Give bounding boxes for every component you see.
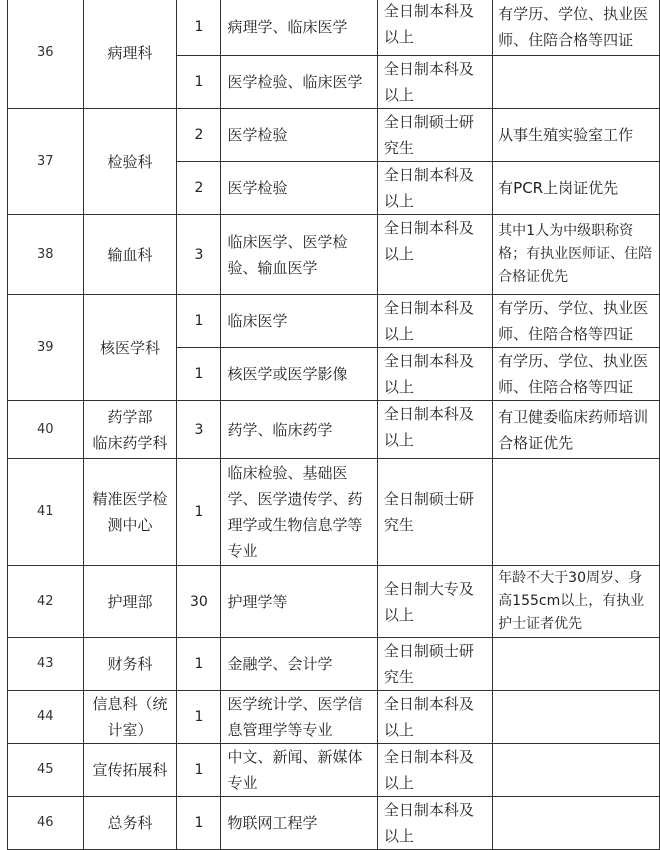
row-number: 41 [8, 459, 84, 566]
education-requirement: 全日制硕士研究生 [377, 638, 492, 691]
table-row [8, 566, 660, 638]
other-requirement [493, 638, 660, 691]
major-requirement: 临床检验、基础医学、医学遗传学、药理学或生物信息学等专业 [221, 459, 377, 566]
headcount: 1 [177, 459, 221, 566]
table-row [8, 0, 660, 56]
row-number: 39 [8, 295, 84, 401]
other-requirement [493, 459, 660, 566]
department-name: 护理部 [83, 566, 177, 638]
education-requirement: 全日制本科及以上 [377, 401, 492, 459]
department-name: 信息科（统计室） [83, 691, 177, 744]
major-requirement: 核医学或医学影像 [221, 348, 377, 401]
headcount: 1 [177, 56, 221, 109]
row-number: 37 [8, 109, 84, 215]
education-requirement: 全日制本科及以上 [377, 162, 492, 215]
row-number: 42 [8, 566, 84, 638]
education-requirement: 全日制大专及以上 [377, 566, 492, 638]
headcount: 2 [177, 109, 221, 162]
department-name: 宣传拓展科 [83, 744, 177, 797]
other-requirement: 有学历、学位、执业医师、住陪合格等四证 [493, 348, 660, 401]
department-name: 总务科 [83, 797, 177, 850]
table-row [8, 459, 660, 566]
education-requirement: 全日制本科及以上 [377, 56, 492, 109]
other-requirement: 从事生殖实验室工作 [493, 109, 660, 162]
headcount: 1 [177, 0, 221, 56]
major-requirement: 临床医学、医学检验、输血医学 [221, 215, 377, 295]
major-requirement: 药学、临床药学 [221, 401, 377, 459]
department-name: 精准医学检测中心 [83, 459, 177, 566]
headcount: 1 [177, 691, 221, 744]
major-requirement: 临床医学 [221, 295, 377, 348]
headcount: 1 [177, 797, 221, 850]
headcount: 1 [177, 744, 221, 797]
row-number: 43 [8, 638, 84, 691]
other-requirement: 其中1人为中级职称资格；有执业医师证、住陪合格证优先 [493, 215, 660, 295]
headcount: 3 [177, 215, 221, 295]
row-number: 40 [8, 401, 84, 459]
education-requirement: 全日制本科及以上 [377, 0, 492, 56]
major-requirement: 病理学、临床医学 [221, 0, 377, 56]
headcount: 3 [177, 401, 221, 459]
education-requirement: 全日制硕士研究生 [377, 109, 492, 162]
other-requirement: 有PCR上岗证优先 [493, 162, 660, 215]
major-requirement: 医学统计学、医学信息管理学等专业 [221, 691, 377, 744]
table-row [8, 215, 660, 295]
major-requirement: 物联网工程学 [221, 797, 377, 850]
education-requirement: 全日制本科及以上 [377, 691, 492, 744]
education-requirement: 全日制本科及以上 [377, 797, 492, 850]
other-requirement [493, 56, 660, 109]
major-requirement: 中文、新闻、新媒体专业 [221, 744, 377, 797]
major-requirement: 护理学等 [221, 566, 377, 638]
headcount: 1 [177, 348, 221, 401]
education-requirement: 全日制本科及以上 [377, 744, 492, 797]
table-row [8, 295, 660, 348]
headcount: 1 [177, 638, 221, 691]
education-requirement: 全日制硕士研究生 [377, 459, 492, 566]
headcount: 1 [177, 295, 221, 348]
major-requirement: 医学检验、临床医学 [221, 56, 377, 109]
row-number: 45 [8, 744, 84, 797]
recruitment-table [7, 0, 660, 850]
department-name: 检验科 [83, 109, 177, 215]
row-number: 46 [8, 797, 84, 850]
table-row [8, 744, 660, 797]
major-requirement: 医学检验 [221, 109, 377, 162]
other-requirement [493, 691, 660, 744]
department-name-line-1: 药学部 [107, 407, 153, 426]
department-name [83, 401, 177, 459]
table-row [8, 797, 660, 850]
other-requirement: 年龄不大于30周岁、身高155cm以上，有执业护士证者优先 [493, 566, 660, 638]
row-number: 38 [8, 215, 84, 295]
row-number: 36 [8, 0, 84, 109]
headcount: 30 [177, 566, 221, 638]
department-name: 财务科 [83, 638, 177, 691]
other-requirement [493, 797, 660, 850]
table-row [8, 691, 660, 744]
table-row [8, 401, 660, 459]
department-name: 病理科 [83, 0, 177, 109]
department-name: 核医学科 [83, 295, 177, 401]
major-requirement: 金融学、会计学 [221, 638, 377, 691]
education-requirement: 全日制本科及以上 [377, 348, 492, 401]
department-name: 输血科 [83, 215, 177, 295]
major-requirement: 医学检验 [221, 162, 377, 215]
education-requirement: 全日制本科及以上 [377, 215, 492, 295]
table-row [8, 638, 660, 691]
other-requirement: 有学历、学位、执业医师、住陪合格等四证 [493, 295, 660, 348]
other-requirement: 有学历、学位、执业医师、住陪合格等四证 [493, 0, 660, 56]
other-requirement: 有卫健委临床药师培训合格证优先 [493, 401, 660, 459]
table-row [8, 109, 660, 162]
education-requirement: 全日制本科及以上 [377, 295, 492, 348]
headcount: 2 [177, 162, 221, 215]
row-number: 44 [8, 691, 84, 744]
department-name-line-2: 临床药学科 [92, 433, 168, 452]
other-requirement [493, 744, 660, 797]
